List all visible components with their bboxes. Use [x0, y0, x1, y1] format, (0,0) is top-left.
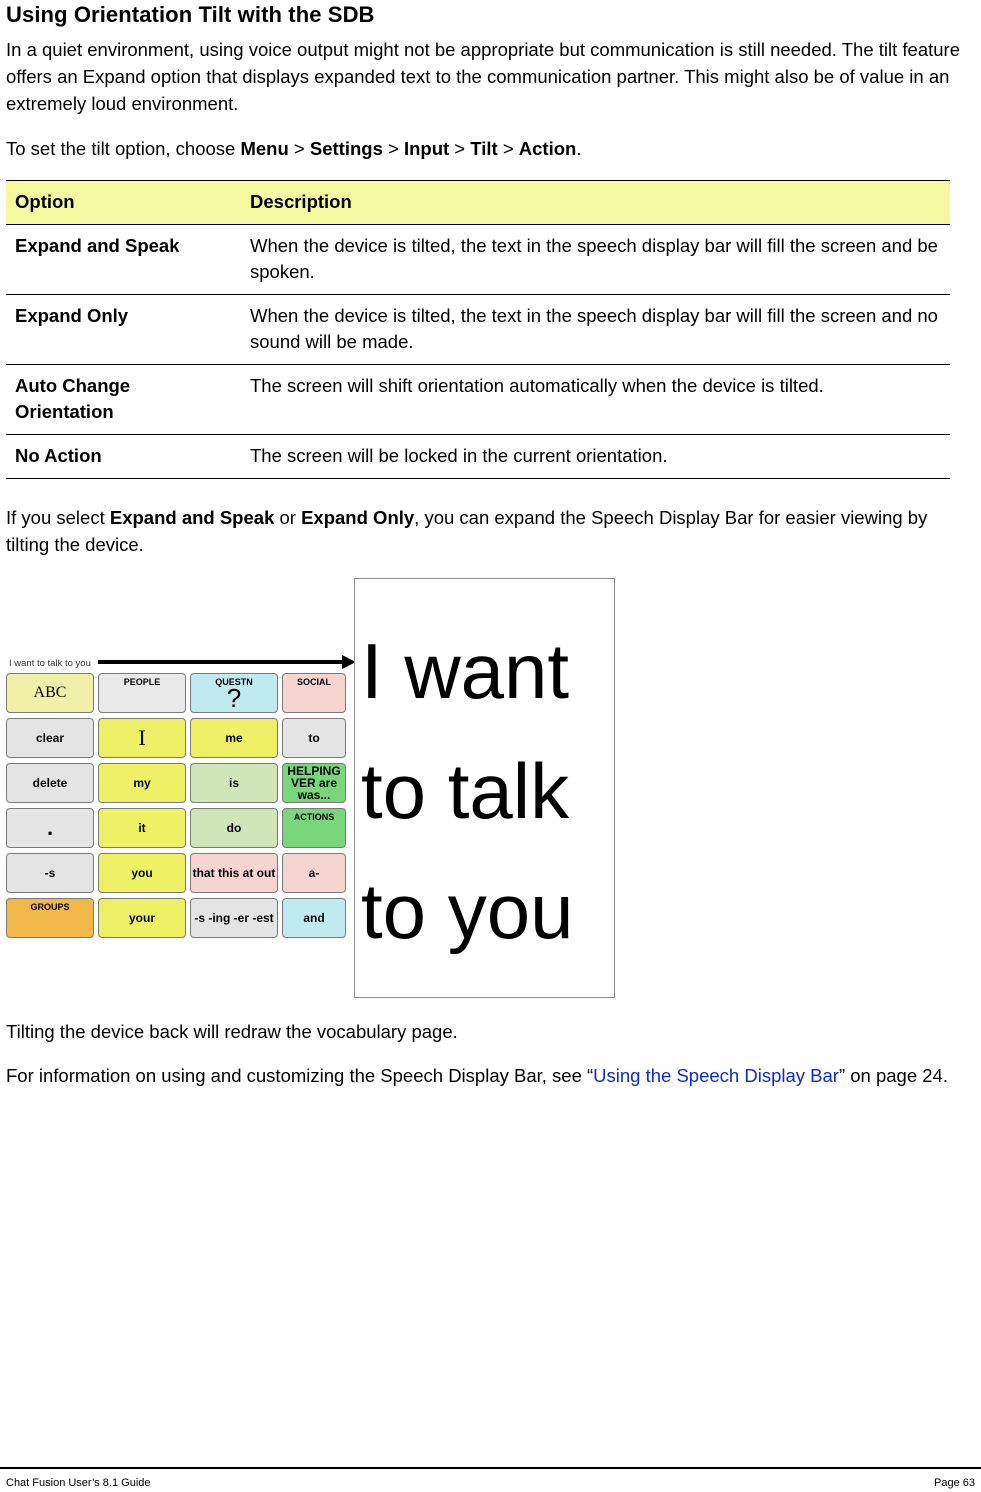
vocab-cell-label: I [138, 725, 146, 750]
bold-expand-only: Expand Only [301, 507, 415, 528]
description-cell: When the device is tilted, the text in the speech display bar will fill the screen and be spoken. [241, 225, 950, 295]
vocab-cell-label: you [131, 866, 153, 880]
text-span: For information on using and customizing the Speech Display Bar, see “ [6, 1065, 594, 1086]
right-arrow-icon [98, 654, 356, 670]
table-row [6, 295, 950, 365]
vocab-cell [6, 718, 94, 758]
more-info-paragraph [6, 1062, 981, 1089]
vocab-cell [190, 763, 278, 803]
vocab-cell [282, 898, 346, 938]
speech-display-bar-link[interactable]: Using the Speech Display Bar [593, 1065, 839, 1086]
vocabulary-grid [6, 673, 354, 945]
vocab-cell-category: ACTIONS [293, 812, 335, 822]
vocab-cell-label: delete [32, 776, 68, 790]
vocab-cell [98, 853, 186, 893]
vocab-cell [6, 808, 94, 848]
settings-path-paragraph [6, 135, 581, 162]
expand-paragraph [6, 504, 971, 558]
vocab-cell-category: QUESTN [215, 677, 253, 687]
bold-expand-and-speak: Expand and Speak [109, 507, 275, 528]
tilt-back-paragraph: Tilting the device back will redraw the vocabulary page. [6, 1021, 458, 1042]
header-option: Option [6, 181, 241, 225]
vocab-cell-label: HELPING VER are was... [287, 764, 341, 802]
vocab-cell [190, 808, 278, 848]
path-suffix: . [576, 138, 582, 159]
path-step-tilt: Tilt [470, 138, 498, 159]
vocab-cell-label: -s [44, 866, 56, 880]
tilt-figure [6, 578, 618, 1001]
option-cell: No Action [6, 435, 241, 479]
vocab-cell [282, 808, 346, 848]
vocab-cell-label: your [128, 911, 155, 925]
path-step-settings: Settings [309, 138, 383, 159]
vocab-cell-label: my [133, 776, 151, 790]
path-step-input: Input [403, 138, 450, 159]
path-step-action: Action [518, 138, 577, 159]
vocab-cell [6, 763, 94, 803]
options-table [6, 180, 950, 479]
footer-divider [0, 1467, 981, 1469]
description-cell: The screen will be locked in the current orientation. [241, 435, 950, 479]
section-heading: Using Orientation Tilt with the SDB [6, 2, 375, 27]
vocab-cell [282, 718, 346, 758]
vocab-cell-label: ? [226, 683, 242, 713]
vocab-cell-label: -s -ing -er -est [194, 911, 274, 925]
text-span: , you can expand the Speech Display Bar for easier viewing by tilting the device. [6, 507, 928, 555]
vocab-cell-label: me [225, 731, 243, 745]
vocab-cell-label: it [138, 821, 146, 835]
table-row [6, 225, 950, 295]
description-cell: The screen will shift orientation automatically when the device is tilted. [241, 365, 950, 435]
vocab-cell-label: clear [35, 731, 65, 745]
vocab-cell-label: is [228, 776, 239, 790]
vocab-cell [282, 673, 346, 713]
vocab-cell-label: that this at out [192, 866, 276, 880]
expanded-line: to talk [361, 747, 570, 835]
table-row [6, 435, 950, 479]
vocab-cell [98, 808, 186, 848]
vocab-cell-label: ABC [33, 684, 67, 701]
vocab-cell-label: . [46, 815, 54, 840]
option-cell: Expand and Speak [6, 225, 241, 295]
path-separator: > [382, 138, 404, 159]
header-description: Description [241, 181, 950, 225]
vocab-cell-label: a- [308, 866, 320, 880]
expanded-text-panel [354, 578, 615, 998]
description-cell: When the device is tilted, the text in the speech display bar will fill the screen and no sound will be made. [241, 295, 950, 365]
table-row [6, 365, 950, 435]
vocab-cell [190, 853, 278, 893]
intro-paragraph: In a quiet environment, using voice output might not be appropriate but communication is still needed. The tilt feature offers an Expand option that displays expanded text to the communication partner. This might also be of value in an extremely loud environment. [6, 39, 960, 114]
vocab-cell [98, 898, 186, 938]
vocab-cell-category: GROUPS [30, 902, 70, 912]
expanded-line: I want [361, 627, 570, 715]
vocab-cell [98, 718, 186, 758]
vocab-cell [190, 673, 278, 713]
text-span: If you select [6, 507, 110, 528]
vocab-cell [6, 853, 94, 893]
option-cell: Auto Change Orientation [6, 365, 241, 435]
path-separator: > [288, 138, 310, 159]
path-separator: > [449, 138, 471, 159]
speech-display-bar-text: I want to talk to you [9, 658, 91, 669]
vocab-cell-label: to [308, 731, 320, 745]
path-step-menu: Menu [240, 138, 289, 159]
vocab-cell [98, 673, 186, 713]
vocab-cell [6, 673, 94, 713]
vocab-cell-category: PEOPLE [123, 677, 161, 687]
vocab-cell-category: SOCIAL [296, 677, 331, 687]
text-span: or [274, 507, 302, 528]
text-span: ” on page 24. [838, 1065, 948, 1086]
option-cell: Expand Only [6, 295, 241, 365]
table-header-row [6, 181, 950, 225]
vocab-cell [190, 718, 278, 758]
footer-page-number: Page 63 [934, 1477, 975, 1489]
vocab-cell [190, 898, 278, 938]
footer-guide-title: Chat Fusion User’s 8.1 Guide [6, 1477, 151, 1489]
expanded-line: to you [361, 867, 574, 955]
vocab-cell-label: do [226, 821, 242, 835]
path-prefix: To set the tilt option, choose [6, 138, 241, 159]
vocab-cell [6, 898, 94, 938]
path-separator: > [497, 138, 519, 159]
vocab-cell [282, 853, 346, 893]
vocab-cell [98, 763, 186, 803]
vocab-cell-label: and [303, 911, 325, 925]
vocab-cell [282, 763, 346, 803]
